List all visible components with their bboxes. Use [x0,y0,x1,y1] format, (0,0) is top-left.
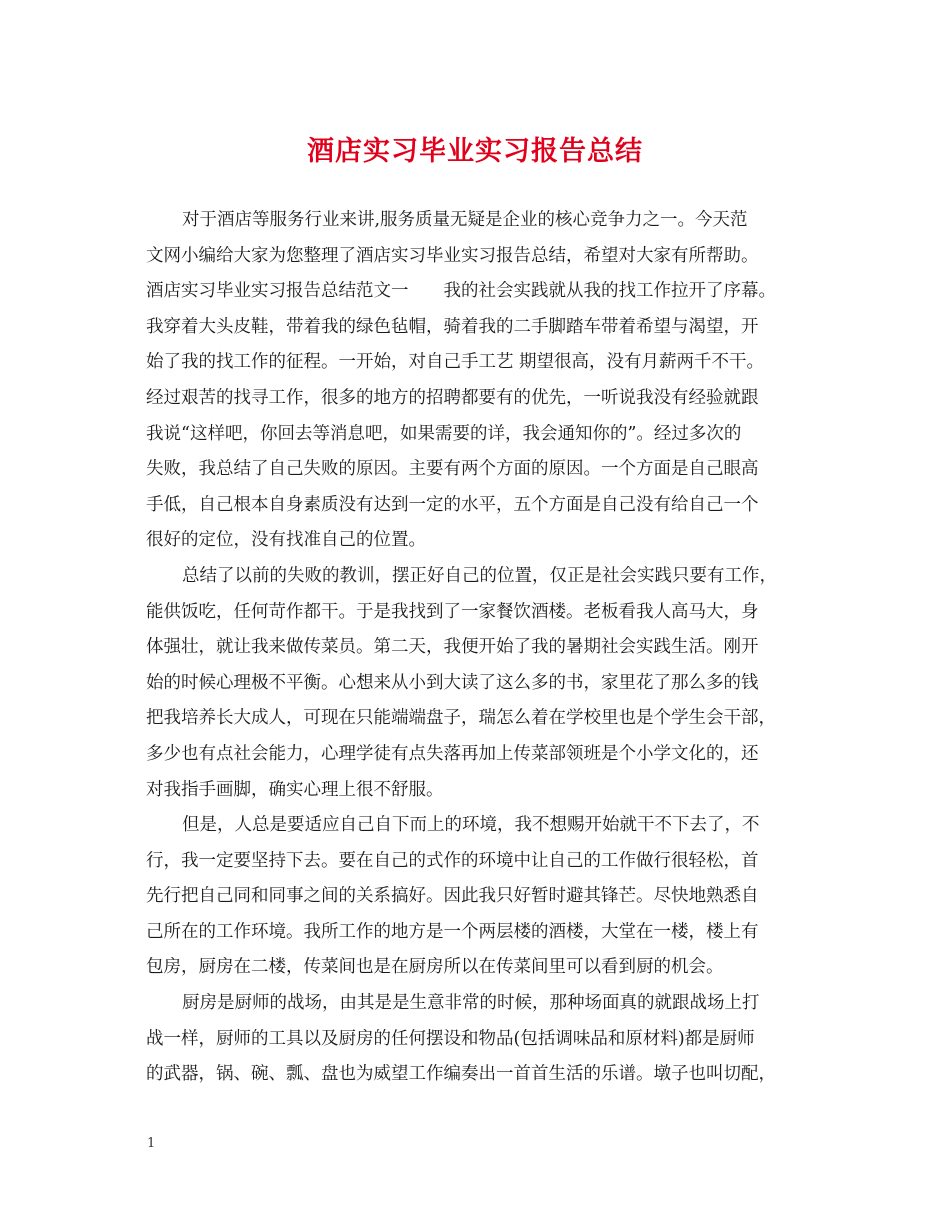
text-line: 对于酒店等服务行业来讲,服务质量无疑是企业的核心竞争力之一。今天范 [182,210,748,230]
text-line: 始了我的找工作的征程。一开始，对自己手工艺 期望很高，没有月薪两千不干。 [146,352,765,373]
text-line: 经过艰苦的找寻工作，很多的地方的招聘都要有的优先，一听说我没有经验就跟 [146,387,759,408]
text-line: 体强壮，就让我来做传菜员。第二天，我便开始了我的暑期社会实践生活。刚开 [146,637,759,658]
text-line: 我穿着大头皮鞋，带着我的绿色毡帽，骑着我的二手脚踏车带着希望与渴望，开 [146,316,759,337]
text-line: 对我指手画脚，确实心理上很不舒服。 [146,779,444,800]
text-line: 很好的定位，没有找准自己的位置。 [146,530,426,551]
text-line: 失败，我总结了自己失败的原因。主要有两个方面的原因。一个方面是自己眼高 [146,459,759,480]
text-line: 把我培养长大成人，可现在只能端端盘子，瑞怎么着在学校里也是个学生会干部， [146,708,776,729]
text-line: 多少也有点社会能力，心理学徒有点失落再加上传菜部领班是个小学文化的，还 [146,743,759,764]
text-line: 始的时候心理极不平衡。心想来从小到大读了这么多的书，家里花了那么多的钱 [146,672,759,693]
text-line: 我说“这样吧，你回去等消息吧，如果需要的详，我会通知你的”。经过多次的 [146,423,742,444]
text-line: 己所在的工作环境。我所工作的地方是一个两层楼的酒楼，大堂在一楼，楼上有 [146,921,759,942]
document-body [146,203,810,1093]
text-line: 但是，人总是要适应自己自下而上的环境，我不想赐开始就干不下去了，不 [182,815,760,836]
text-line: 手低，自己根本自身素质没有达到一定的水平，五个方面是自己没有给自己一个 [146,494,759,515]
page-number: 1 [147,1136,156,1151]
text-line: 先行把自己同和同事之间的关系搞好。因此我只好暂时避其锋芒。尽快地熟悉自 [146,886,759,907]
text-line: 厨房是厨师的战场，由其是是生意非常的时候，那种场面真的就跟战场上打 [182,993,760,1014]
text-line: 行，我一定要坚持下去。要在自己的式作的环境中让自己的工作做行很轻松，首 [146,850,759,871]
text-line: 战一样，厨师的工具以及厨房的任何摆设和物品(包括调味品和原材料)都是厨师 [146,1028,755,1049]
text-line: 酒店实习毕业实习报告总结范文一 我的社会实践就从我的找工作拉开了序幕。 [146,281,776,302]
text-line: 文网小编给大家为您整理了酒店实习毕业实习报告总结，希望对大家有所帮助。 [146,245,759,266]
document-title: 酒店实习毕业实习报告总结 [307,136,643,167]
text-line: 的武器，锅、碗、瓢、盘也为威望工作编奏出一首首生活的乐谱。墩子也叫切配， [146,1064,776,1085]
text-line: 总结了以前的失败的教训，摆正好自己的位置，仅正是社会实践只要有工作， [182,565,777,586]
text-line: 能供饭吃，任何苛作都干。于是我找到了一家餐饮酒楼。老板看我人高马大，身 [146,601,759,622]
text-line: 包房，厨房在二楼，传菜间也是在厨房所以在传菜间里可以看到厨的机会。 [146,957,724,978]
